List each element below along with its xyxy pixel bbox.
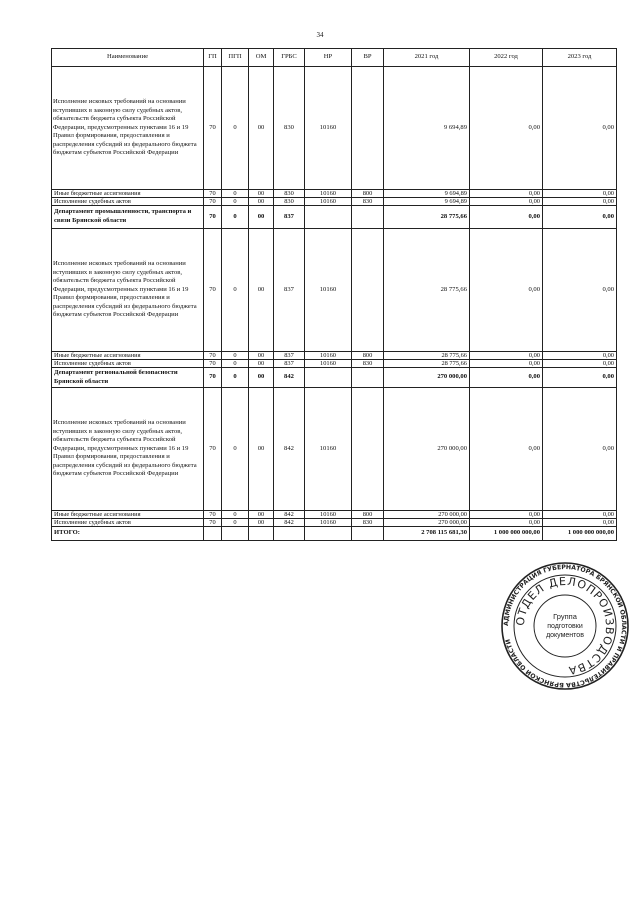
cell-om: 00 xyxy=(249,511,274,519)
header-vr: ВР xyxy=(352,49,384,67)
cell-pgp: 0 xyxy=(222,519,249,527)
stamp-center-line-3: документов xyxy=(546,632,584,639)
cell-om: 00 xyxy=(249,229,274,352)
total-2023: 1 000 000 000,00 xyxy=(543,527,617,541)
cell-y2021: 28 775,66 xyxy=(384,352,470,360)
cell-om: 00 xyxy=(249,360,274,368)
cell-om: 00 xyxy=(249,368,274,388)
cell-grbs: 830 xyxy=(274,67,305,190)
total-row xyxy=(52,527,617,541)
header-name: Наименование xyxy=(52,49,204,67)
cell-grbs: 837 xyxy=(274,352,305,360)
cell-y2021: 28 775,66 xyxy=(384,229,470,352)
cell-nr xyxy=(305,206,352,229)
table-row xyxy=(52,388,617,511)
cell-gp: 70 xyxy=(204,360,222,368)
cell-y2023: 0,00 xyxy=(543,360,617,368)
cell-gp: 70 xyxy=(204,206,222,229)
cell-name: Иные бюджетные ассигнования xyxy=(52,352,204,360)
department-row xyxy=(52,206,617,229)
cell-gp: 70 xyxy=(204,519,222,527)
cell-pgp: 0 xyxy=(222,190,249,198)
cell-vr: 800 xyxy=(352,511,384,519)
cell-pgp: 0 xyxy=(222,368,249,388)
cell-vr xyxy=(352,67,384,190)
cell-om: 00 xyxy=(249,190,274,198)
table-row xyxy=(52,519,617,527)
cell-y2021: 9 694,89 xyxy=(384,190,470,198)
cell-y2022: 0,00 xyxy=(470,67,543,190)
cell-gp: 70 xyxy=(204,67,222,190)
cell-y2021: 270 000,00 xyxy=(384,388,470,511)
cell-vr: 800 xyxy=(352,352,384,360)
cell-vr: 830 xyxy=(352,360,384,368)
cell-pgp: 0 xyxy=(222,229,249,352)
cell-gp: 70 xyxy=(204,368,222,388)
cell-pgp: 0 xyxy=(222,388,249,511)
cell-y2023: 0,00 xyxy=(543,198,617,206)
stamp-outer-text: АДМИНИСТРАЦИЯ ГУБЕРНАТОРА БРЯНСКОЙ ОБЛАСТИ И ПРАВИТЕЛЬСТВА БРЯНСКОЙ ОБЛАСТИ xyxy=(502,563,628,689)
table-row xyxy=(52,190,617,198)
cell-grbs: 842 xyxy=(274,368,305,388)
cell-name: Исполнение судебных актов xyxy=(52,519,204,527)
cell-y2023: 0,00 xyxy=(543,352,617,360)
cell-nr: 10160 xyxy=(305,352,352,360)
header-om: ОМ xyxy=(249,49,274,67)
cell-gp: 70 xyxy=(204,198,222,206)
page-number: 34 xyxy=(316,31,324,39)
cell-y2023: 0,00 xyxy=(543,206,617,229)
cell-y2022: 0,00 xyxy=(470,519,543,527)
stamp-inner-text: ОТДЕЛ ДЕЛОПРОИЗВОДСТВА xyxy=(513,574,617,678)
cell-nr: 10160 xyxy=(305,229,352,352)
cell-name: Исполнение исковых требований на основании вступивших в законную силу судебных актов, обязательств бюджета субъекта Российской Федерации, предусмотренных пунктами 16 и 19 Правил формирования, предоставления и распределения субсидий из федерального бюджета бюджетам субъектов Российской Федерации xyxy=(52,67,204,190)
header-2023: 2023 год xyxy=(543,49,617,67)
cell-nr: 10160 xyxy=(305,511,352,519)
cell-pgp: 0 xyxy=(222,360,249,368)
cell-vr: 800 xyxy=(352,190,384,198)
cell-nr xyxy=(305,368,352,388)
cell-gp: 70 xyxy=(204,388,222,511)
header-2022: 2022 год xyxy=(470,49,543,67)
cell-y2022: 0,00 xyxy=(470,198,543,206)
cell-y2022: 0,00 xyxy=(470,229,543,352)
cell-vr xyxy=(352,229,384,352)
cell-pgp: 0 xyxy=(222,206,249,229)
stamp-center-line-1: Группа xyxy=(553,612,577,621)
cell-nr: 10160 xyxy=(305,388,352,511)
table-row xyxy=(52,360,617,368)
cell-gp: 70 xyxy=(204,190,222,198)
cell-name: Иные бюджетные ассигнования xyxy=(52,511,204,519)
cell-vr xyxy=(352,368,384,388)
table-row xyxy=(52,352,617,360)
cell-y2023: 0,00 xyxy=(543,511,617,519)
cell-om: 00 xyxy=(249,206,274,229)
cell-name: Исполнение судебных актов xyxy=(52,198,204,206)
budget-table xyxy=(51,48,617,541)
table-row xyxy=(52,229,617,352)
cell-gp: 70 xyxy=(204,352,222,360)
cell-y2021: 28 775,66 xyxy=(384,360,470,368)
header-2021: 2021 год xyxy=(384,49,470,67)
cell-om: 00 xyxy=(249,519,274,527)
cell-nr: 10160 xyxy=(305,190,352,198)
cell-nr: 10160 xyxy=(305,67,352,190)
cell-y2022: 0,00 xyxy=(470,190,543,198)
cell-name: Департамент промышленности, транспорта и связи Брянской области xyxy=(52,206,204,229)
cell-nr: 10160 xyxy=(305,519,352,527)
cell-om: 00 xyxy=(249,388,274,511)
cell-pgp: 0 xyxy=(222,67,249,190)
table-row xyxy=(52,511,617,519)
cell-pgp: 0 xyxy=(222,198,249,206)
cell-grbs: 837 xyxy=(274,229,305,352)
cell-y2022: 0,00 xyxy=(470,511,543,519)
cell-y2022: 0,00 xyxy=(470,206,543,229)
cell-grbs: 830 xyxy=(274,198,305,206)
cell-name: Иные бюджетные ассигнования xyxy=(52,190,204,198)
cell-name: Исполнение исковых требований на основании вступивших в законную силу судебных актов, обязательств бюджета субъекта Российской Федерации, предусмотренных пунктами 16 и 19 Правил формирования, предоставления и распределения субсидий из федерального бюджета бюджетам субъектов Российской Федерации xyxy=(52,388,204,511)
total-2021: 2 708 115 681,30 xyxy=(384,527,470,541)
table-row xyxy=(52,198,617,206)
cell-om: 00 xyxy=(249,198,274,206)
header-grbs: ГРБС xyxy=(274,49,305,67)
cell-nr: 10160 xyxy=(305,360,352,368)
department-row xyxy=(52,368,617,388)
cell-name: Исполнение исковых требований на основании вступивших в законную силу судебных актов, обязательств бюджета субъекта Российской Федерации, предусмотренных пунктами 16 и 19 Правил формирования, предоставления и распределения субсидий из федерального бюджета бюджетам субъектов Российской Федерации xyxy=(52,229,204,352)
cell-gp: 70 xyxy=(204,511,222,519)
cell-y2023: 0,00 xyxy=(543,368,617,388)
cell-y2021: 270 000,00 xyxy=(384,511,470,519)
cell-pgp: 0 xyxy=(222,352,249,360)
table-row xyxy=(52,67,617,190)
cell-y2023: 0,00 xyxy=(543,67,617,190)
cell-grbs: 830 xyxy=(274,190,305,198)
cell-y2022: 0,00 xyxy=(470,368,543,388)
cell-y2023: 0,00 xyxy=(543,519,617,527)
cell-name: Исполнение судебных актов xyxy=(52,360,204,368)
cell-y2022: 0,00 xyxy=(470,360,543,368)
cell-grbs: 842 xyxy=(274,388,305,511)
cell-vr: 830 xyxy=(352,198,384,206)
cell-y2021: 28 775,66 xyxy=(384,206,470,229)
header-gp: ГП xyxy=(204,49,222,67)
cell-grbs: 842 xyxy=(274,511,305,519)
cell-pgp: 0 xyxy=(222,511,249,519)
cell-y2022: 0,00 xyxy=(470,388,543,511)
cell-y2023: 0,00 xyxy=(543,190,617,198)
cell-gp: 70 xyxy=(204,229,222,352)
cell-vr: 830 xyxy=(352,519,384,527)
official-stamp xyxy=(500,561,630,691)
cell-nr: 10160 xyxy=(305,198,352,206)
cell-vr xyxy=(352,206,384,229)
stamp-center-line-2: подготовки xyxy=(547,623,583,630)
cell-grbs: 842 xyxy=(274,519,305,527)
cell-y2021: 9 694,89 xyxy=(384,67,470,190)
cell-grbs: 837 xyxy=(274,206,305,229)
header-pgp: ПГП xyxy=(222,49,249,67)
cell-vr xyxy=(352,388,384,511)
total-label: ИТОГО: xyxy=(52,527,204,541)
header-nr: НР xyxy=(305,49,352,67)
cell-grbs: 837 xyxy=(274,360,305,368)
cell-name: Департамент региональной безопасности Брянской области xyxy=(52,368,204,388)
cell-y2022: 0,00 xyxy=(470,352,543,360)
cell-y2021: 9 694,89 xyxy=(384,198,470,206)
cell-y2023: 0,00 xyxy=(543,229,617,352)
cell-y2021: 270 000,00 xyxy=(384,368,470,388)
cell-y2023: 0,00 xyxy=(543,388,617,511)
cell-om: 00 xyxy=(249,352,274,360)
header-row xyxy=(52,49,617,67)
cell-y2021: 270 000,00 xyxy=(384,519,470,527)
cell-om: 00 xyxy=(249,67,274,190)
total-2022: 1 000 000 000,00 xyxy=(470,527,543,541)
